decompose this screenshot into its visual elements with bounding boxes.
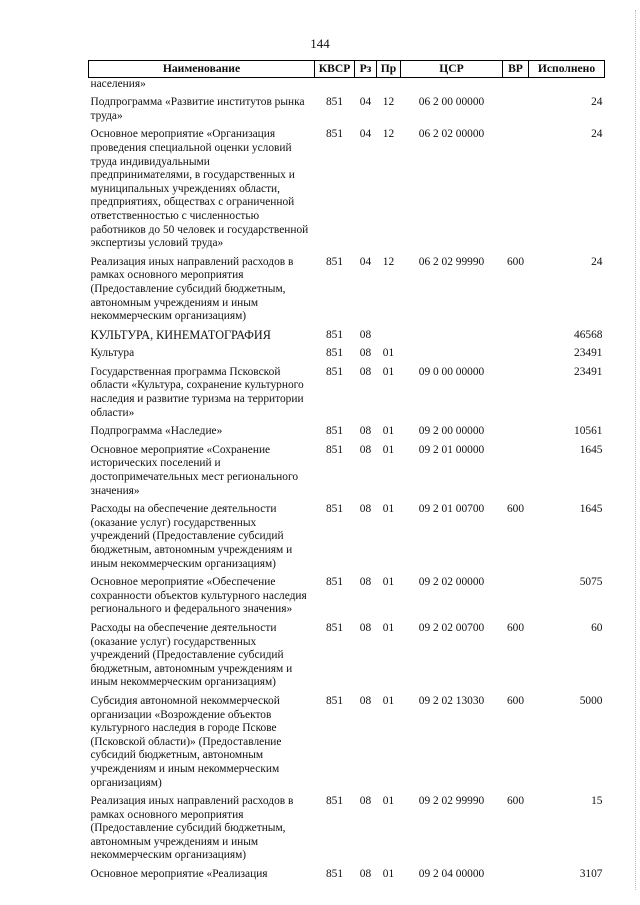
cell-vr <box>503 362 529 421</box>
cell-done: 24 <box>591 255 603 268</box>
cell-csr: 09 2 01 00700 <box>418 503 485 516</box>
cell-vr <box>503 77 529 92</box>
header-pr: Пр <box>377 61 401 78</box>
cell-csr <box>401 325 503 344</box>
table-row <box>89 791 605 864</box>
cell-rz: 04 <box>359 255 372 268</box>
header-vr: ВР <box>503 61 529 78</box>
header-kvsr: КВСР <box>315 61 355 78</box>
cell-rz: 08 <box>359 328 372 341</box>
cell-done: 15 <box>591 795 603 808</box>
cell-pr: 01 <box>382 868 395 881</box>
cell-kvsr: 851 <box>325 328 344 341</box>
cell-kvsr: 851 <box>325 255 344 268</box>
cell-pr: 12 <box>382 128 395 141</box>
cell-csr: 06 2 00 00000 <box>418 96 485 109</box>
table-row <box>89 499 605 572</box>
cell-csr: 06 2 02 99990 <box>418 255 485 268</box>
cell-vr <box>503 572 529 618</box>
cell-csr: 06 2 02 00000 <box>418 128 485 141</box>
cell-pr: 01 <box>382 443 395 456</box>
cell-done: 60 <box>591 621 603 634</box>
cell-vr <box>503 864 529 883</box>
cell-kvsr: 851 <box>325 621 344 634</box>
cell-kvsr: 851 <box>325 795 344 808</box>
table-row <box>89 252 605 325</box>
cell-kvsr: 851 <box>325 576 344 589</box>
cell-pr: 01 <box>382 425 395 438</box>
cell-vr <box>503 124 529 251</box>
cell-vr <box>503 421 529 440</box>
table-row <box>89 343 605 362</box>
table-row <box>89 440 605 499</box>
cell-kvsr: 851 <box>325 425 344 438</box>
cell-rz: 08 <box>359 425 372 438</box>
cell-name: КУЛЬТУРА, КИНЕМАТОГРАФИЯ <box>90 327 271 342</box>
cell-pr: 01 <box>382 576 395 589</box>
cell-vr: 600 <box>506 795 525 808</box>
cell-pr: 01 <box>382 365 395 378</box>
cell-rz: 08 <box>359 868 372 881</box>
page-number: 144 <box>310 36 330 51</box>
table-body <box>89 77 605 883</box>
table-row <box>89 362 605 421</box>
cell-name: Реализация иных направлений расходов в рамках основного мероприятия (Предоставление субсидий бюджетным, автономным учреждениям и иным некоммерческим организациям) <box>90 795 294 862</box>
cell-done: 24 <box>591 96 603 109</box>
cell-done: 5000 <box>579 694 603 707</box>
cell-pr: 12 <box>382 96 395 109</box>
table-header-row <box>89 61 605 78</box>
cell-done: 23491 <box>574 365 603 378</box>
cell-rz <box>355 77 377 92</box>
cell-csr <box>401 77 503 92</box>
cell-name: населения» <box>90 77 146 90</box>
cell-pr: 01 <box>382 503 395 516</box>
cell-rz: 08 <box>359 347 372 360</box>
cell-rz: 08 <box>359 443 372 456</box>
cell-done: 3107 <box>579 868 603 881</box>
cell-rz: 08 <box>359 694 372 707</box>
cell-done: 24 <box>591 128 603 141</box>
cell-rz: 08 <box>359 365 372 378</box>
cell-rz: 08 <box>359 503 372 516</box>
scan-edge-rule <box>635 10 636 890</box>
header-rz: Рз <box>355 61 377 78</box>
table-row <box>89 325 605 344</box>
header-csr: ЦСР <box>401 61 503 78</box>
cell-pr <box>377 325 401 344</box>
cell-csr: 09 2 02 13030 <box>418 694 485 707</box>
cell-name: Субсидия автономной некоммерческой организации «Возрождение объектов культурного наследия в городе Пскове (Псковской области)» (Предоставление субсидий бюджетным, автономным учреждениям и иным некоммерческим организациям) <box>90 694 282 789</box>
cell-done: 10561 <box>574 425 603 438</box>
cell-kvsr: 851 <box>325 868 344 881</box>
budget-table <box>88 60 605 883</box>
cell-done: 46568 <box>574 328 603 341</box>
cell-name: Подпрограмма «Развитие институтов рынка труда» <box>90 96 305 122</box>
cell-csr: 09 2 02 00000 <box>418 576 485 589</box>
cell-csr: 09 2 02 00700 <box>418 621 485 634</box>
cell-vr: 600 <box>506 255 525 268</box>
cell-kvsr: 851 <box>325 443 344 456</box>
table-row <box>89 92 605 124</box>
cell-name: Культура <box>90 347 135 360</box>
cell-kvsr <box>315 77 355 92</box>
cell-kvsr: 851 <box>325 96 344 109</box>
cell-vr <box>503 440 529 499</box>
cell-rz: 08 <box>359 576 372 589</box>
cell-kvsr: 851 <box>325 503 344 516</box>
cell-kvsr: 851 <box>325 365 344 378</box>
table-row <box>89 691 605 791</box>
table-row <box>89 864 605 883</box>
header-done: Исполнено <box>529 61 605 78</box>
cell-name: Подпрограмма «Наследие» <box>90 425 223 438</box>
cell-csr: 09 2 01 00000 <box>418 443 485 456</box>
cell-csr: 09 2 00 00000 <box>418 425 485 438</box>
cell-pr: 12 <box>382 255 395 268</box>
cell-vr <box>503 92 529 124</box>
table-row <box>89 618 605 691</box>
cell-name: Реализация иных направлений расходов в рамках основного мероприятия (Предоставление субсидий бюджетным, автономным учреждениям и иным некоммерческим организациям) <box>90 255 294 323</box>
cell-name: Расходы на обеспечение деятельности (оказание услуг) государственных учреждений (Предоставление субсидий бюджетным, автономным учреждениям и иным некоммерческим организациям) <box>90 503 293 570</box>
cell-done: 1645 <box>579 443 603 456</box>
cell-done: 1645 <box>579 503 603 516</box>
cell-pr <box>377 77 401 92</box>
cell-kvsr: 851 <box>325 128 344 141</box>
cell-vr: 600 <box>506 694 525 707</box>
cell-csr: 09 2 04 00000 <box>418 868 485 881</box>
cell-rz: 04 <box>359 96 372 109</box>
cell-vr <box>503 325 529 344</box>
cell-csr <box>401 343 503 362</box>
cell-name: Основное мероприятие «Реализация <box>90 868 268 881</box>
cell-rz: 08 <box>359 621 372 634</box>
cell-vr <box>503 343 529 362</box>
cell-pr: 01 <box>382 795 395 808</box>
cell-pr: 01 <box>382 694 395 707</box>
cell-done: 23491 <box>574 347 603 360</box>
header-name: Наименование <box>89 61 315 78</box>
cell-name: Государственная программа Псковской области «Культура, сохранение культурного наследия и развитие туризма на территории области» <box>90 365 304 419</box>
cell-pr: 01 <box>382 347 395 360</box>
table-row <box>89 572 605 618</box>
cell-name: Основное мероприятие «Обеспечение сохранности объектов культурного наследия регионального и федерального значения» <box>90 576 307 616</box>
cell-done <box>529 77 605 92</box>
cell-csr: 09 2 02 99990 <box>418 795 485 808</box>
cell-done: 5075 <box>579 576 603 589</box>
cell-rz: 08 <box>359 795 372 808</box>
cell-name: Основное мероприятие «Организация проведения специальной оценки условий труда индивидуальными предпринимателями, в государственных и муниципальных учреждениях области, предприятиях, обществах с ограниченной ответственностью с численностью работников до 50 человек и государственной экспертизы условий труда» <box>90 128 309 250</box>
cell-rz: 04 <box>359 128 372 141</box>
cell-vr: 600 <box>506 621 525 634</box>
cell-kvsr: 851 <box>325 347 344 360</box>
cell-vr: 600 <box>506 503 525 516</box>
table-row <box>89 77 605 92</box>
cell-csr: 09 0 00 00000 <box>418 365 485 378</box>
cell-pr: 01 <box>382 621 395 634</box>
table-row <box>89 421 605 440</box>
cell-name: Расходы на обеспечение деятельности (оказание услуг) государственных учреждений (Предоставление субсидий бюджетным, автономным учреждениям и иным некоммерческим организациям) <box>90 621 293 689</box>
cell-kvsr: 851 <box>325 694 344 707</box>
table-row <box>89 124 605 251</box>
cell-name: Основное мероприятие «Сохранение исторических поселений и достопримечательных мест регионального значения» <box>90 443 299 497</box>
